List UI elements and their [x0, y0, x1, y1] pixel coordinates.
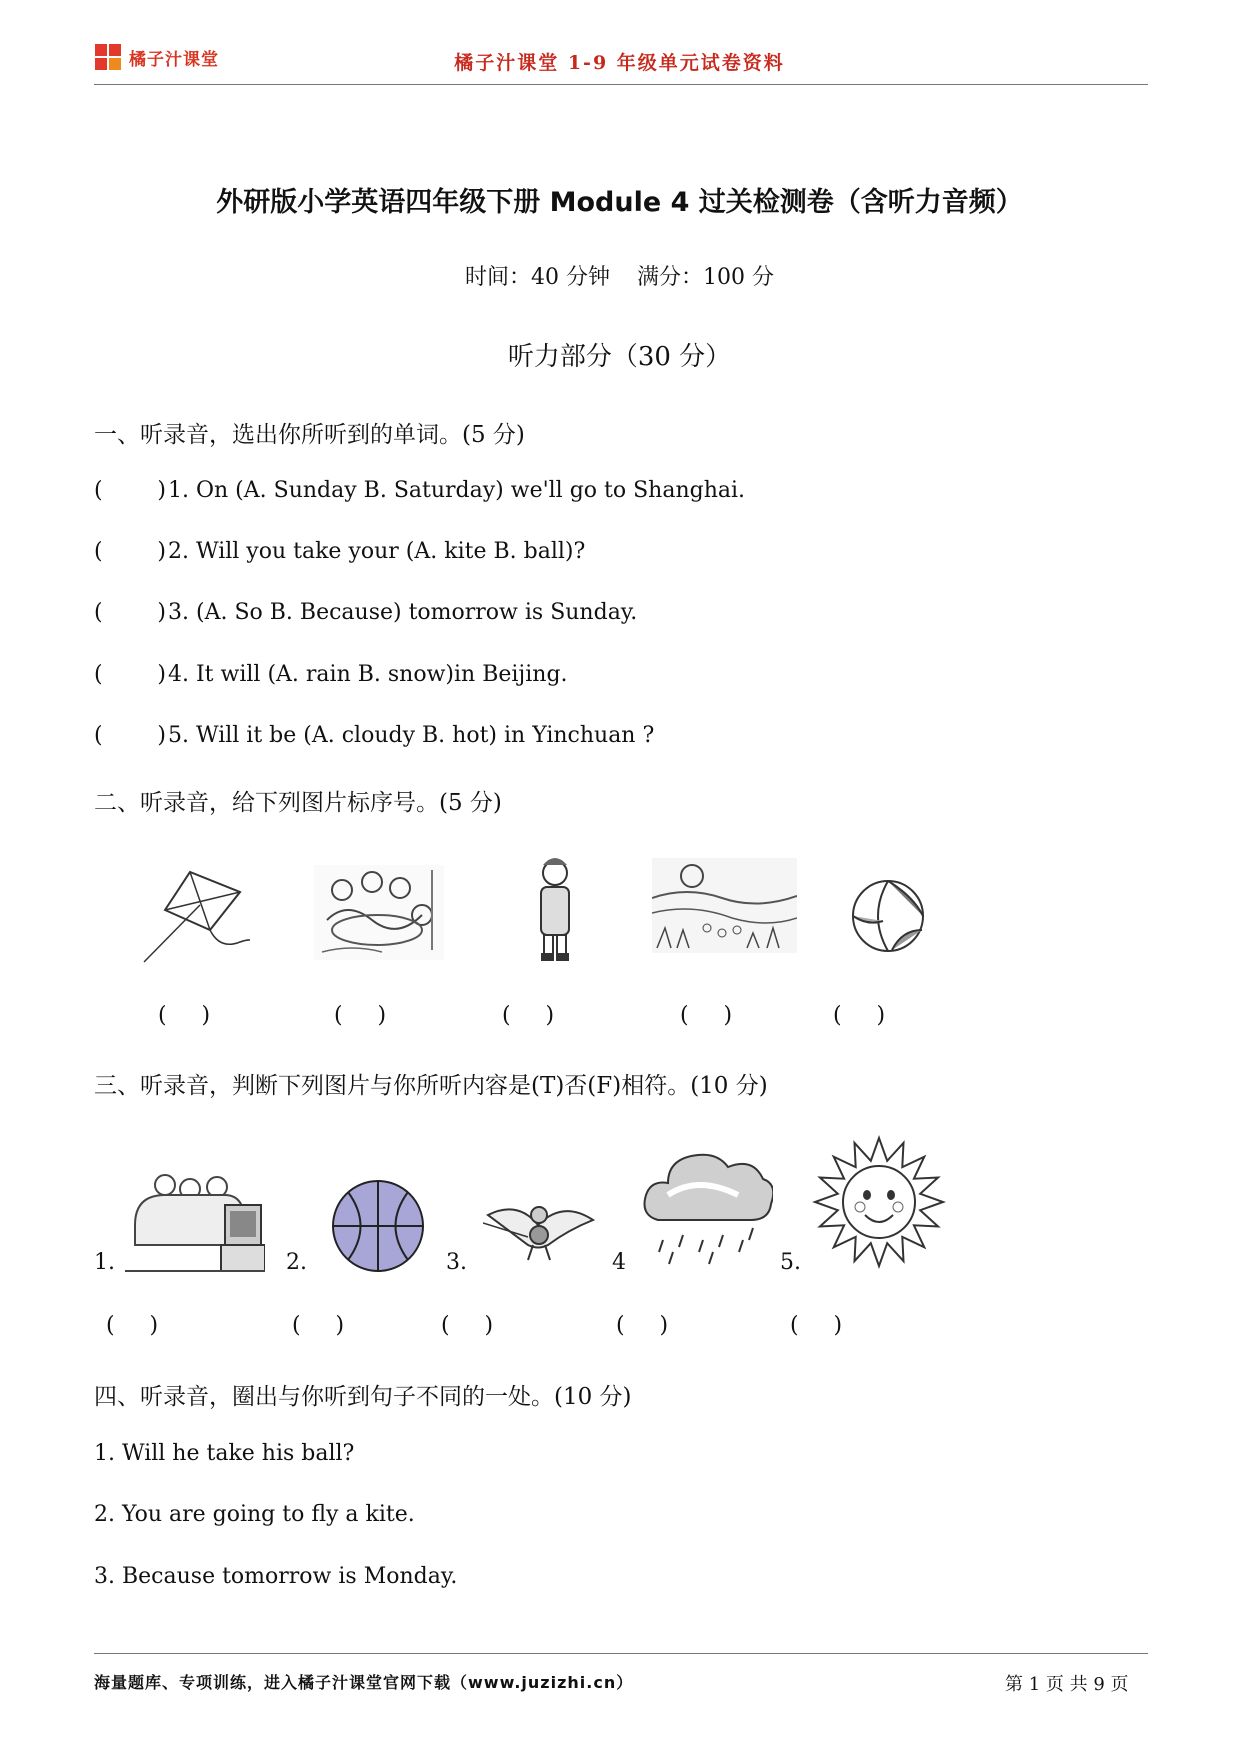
question-text: 5. Will it be (A. cloudy B. hot) in Yinchuan ?: [168, 723, 655, 748]
footer-note: 海量题库、专项训练，进入橘子汁课堂官网下载（www.juzizhi.cn）: [94, 1673, 634, 1692]
section2-heading: 二、听录音，给下列图片标序号。(5 分): [94, 790, 502, 816]
rain-cloud-icon: [638, 1140, 773, 1270]
answer-blank[interactable]: ( ): [94, 478, 166, 503]
picture-number: 4: [612, 1250, 626, 1275]
answer-blank[interactable]: ( ): [94, 723, 166, 748]
park-landscape-icon: [652, 858, 797, 953]
footer-divider: [94, 1653, 1148, 1654]
sentence[interactable]: 1. Will he take his ball?: [94, 1441, 355, 1466]
sun-icon: [812, 1135, 947, 1270]
section3-heading: 三、听录音，判断下列图片与你所听内容是(T)否(F)相符。(10 分): [94, 1073, 768, 1099]
answer-blank[interactable]: ( ): [158, 1003, 211, 1028]
bird-kite-icon: [483, 1195, 598, 1265]
page-title: 外研版小学英语四年级下册 Module 4 过关检测卷（含听力音频）: [216, 187, 1023, 218]
exam-score: 满分：100 分: [637, 265, 774, 290]
question-text: 3. (A. So B. Because) tomorrow is Sunday.: [168, 600, 638, 625]
picture-number: 3.: [446, 1250, 467, 1275]
sentence[interactable]: 3. Because tomorrow is Monday.: [94, 1564, 458, 1589]
page-number: 第 1 页 共 9 页: [1005, 1674, 1129, 1695]
sentence[interactable]: 2. You are going to fly a kite.: [94, 1502, 415, 1527]
answer-blank[interactable]: ( ): [502, 1003, 555, 1028]
logo-text: 橘子汁课堂: [129, 49, 219, 70]
header-title: 橘子汁课堂 1-9 年级单元试卷资料: [454, 52, 785, 74]
answer-blank[interactable]: ( ): [292, 1313, 345, 1338]
question-row: [94, 600, 637, 625]
answer-blank[interactable]: ( ): [790, 1313, 843, 1338]
child-icon: [525, 855, 585, 965]
question-row: [94, 539, 585, 564]
section4-heading: 四、听录音，圈出与你听到句子不同的一处。(10 分): [94, 1384, 632, 1410]
answer-blank[interactable]: ( ): [106, 1313, 159, 1338]
answer-blank[interactable]: ( ): [441, 1313, 494, 1338]
answer-blank[interactable]: ( ): [94, 600, 166, 625]
part-heading: 听力部分（30 分）: [507, 342, 732, 372]
family-tv-icon: [125, 1165, 265, 1273]
ball-icon: [850, 878, 926, 954]
section1-heading: 一、听录音，选出你所听到的单词。(5 分): [94, 422, 525, 448]
question-text: 4. It will (A. rain B. snow)in Beijing.: [168, 662, 568, 687]
picnic-icon: [312, 860, 447, 965]
picture-number: 2.: [286, 1250, 307, 1275]
exam-time: 时间：40 分钟: [465, 265, 610, 290]
answer-blank[interactable]: ( ): [94, 662, 166, 687]
answer-blank[interactable]: ( ): [334, 1003, 387, 1028]
exam-meta: [0, 260, 1239, 291]
picture-number: 5.: [780, 1250, 801, 1275]
question-row: [94, 478, 745, 503]
question-text: 1. On (A. Sunday B. Saturday) we'll go to Shanghai.: [168, 478, 746, 503]
picture-number: 1.: [94, 1250, 115, 1275]
kite-icon: [140, 860, 250, 965]
answer-blank[interactable]: ( ): [680, 1003, 733, 1028]
basketball-icon: [330, 1178, 426, 1274]
answer-blank[interactable]: ( ): [833, 1003, 886, 1028]
question-text: 2. Will you take your (A. kite B. ball)?: [168, 539, 586, 564]
answer-blank[interactable]: ( ): [94, 539, 166, 564]
answer-blank[interactable]: ( ): [616, 1313, 669, 1338]
question-row: [94, 723, 654, 748]
header-divider: [94, 84, 1148, 85]
question-row: [94, 662, 568, 687]
